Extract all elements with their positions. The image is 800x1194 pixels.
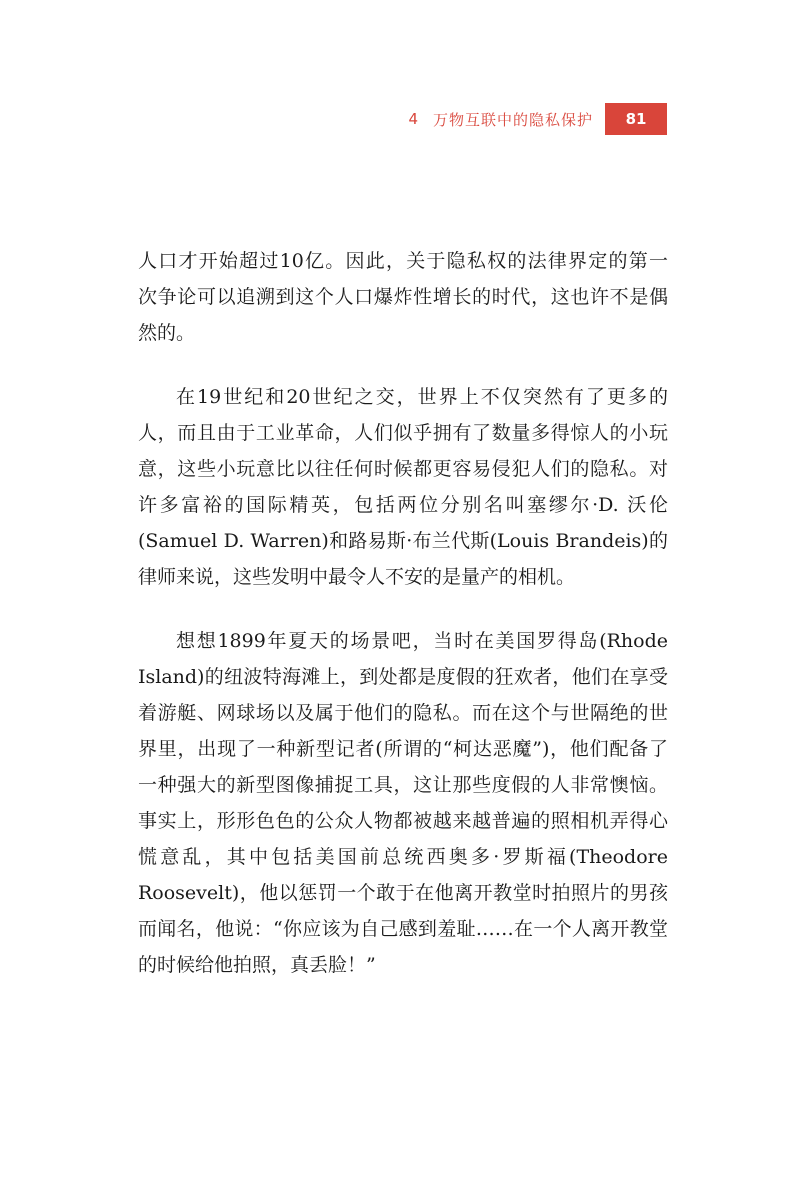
text-line: 界里，出现了一种新型记者(所谓的“柯达恶魔”)，他们配备了 [138,738,668,760]
text-line: (Samuel D. Warren)和路易斯·布兰代斯(Louis Brandeis)的 [138,530,668,552]
chapter-label [408,109,593,130]
paragraph-2 [138,379,668,595]
text-line: Island)的纽波特海滩上，到处都是度假的狂欢者，他们在享受 [138,666,668,688]
text-line: 许多富裕的国际精英，包括两位分别名叫塞缪尔·D. 沃伦 [138,494,668,516]
text-line: 事实上，形形色色的公众人物都被越来越普遍的照相机弄得心 [138,810,668,832]
body-text [138,243,668,1011]
text-line: 的时候给他拍照，真丢脸！” [138,954,376,976]
text-line: 次争论可以追溯到这个人口爆炸性增长的时代，这也许不是偶 [138,286,668,308]
text-line: 律师来说，这些发明中最令人不安的是量产的相机。 [138,566,576,588]
paragraph-3 [138,623,668,983]
text-line: 在19世纪和20世纪之交，世界上不仅突然有了更多的 [176,386,668,408]
chapter-number: 4 [408,110,419,128]
chapter-title: 万物互联中的隐私保护 [432,110,593,129]
text-line: 而闻名，他说：“你应该为自己感到羞耻……在一个人离开教堂 [138,918,668,940]
text-line: 然的。 [138,322,196,344]
text-line: 慌意乱，其中包括美国前总统西奥多·罗斯福(Theodore [138,846,668,868]
paragraph-1 [138,243,668,351]
text-line: 人，而且由于工业革命，人们似乎拥有了数量多得惊人的小玩 [138,422,668,444]
page-number: 81 [605,103,667,135]
running-head [400,103,667,135]
text-line: 意，这些小玩意比以往任何时候都更容易侵犯人们的隐私。对 [138,458,668,480]
text-line: 想想1899年夏天的场景吧，当时在美国罗得岛(Rhode [176,630,668,652]
text-line: 着游艇、网球场以及属于他们的隐私。而在这个与世隔绝的世 [138,702,668,724]
text-line: 一种强大的新型图像捕捉工具，这让那些度假的人非常懊恼。 [138,774,668,796]
text-line: Roosevelt)，他以惩罚一个敢于在他离开教堂时拍照片的男孩 [138,882,668,904]
text-line: 人口才开始超过10亿。因此，关于隐私权的法律界定的第一 [138,250,668,272]
